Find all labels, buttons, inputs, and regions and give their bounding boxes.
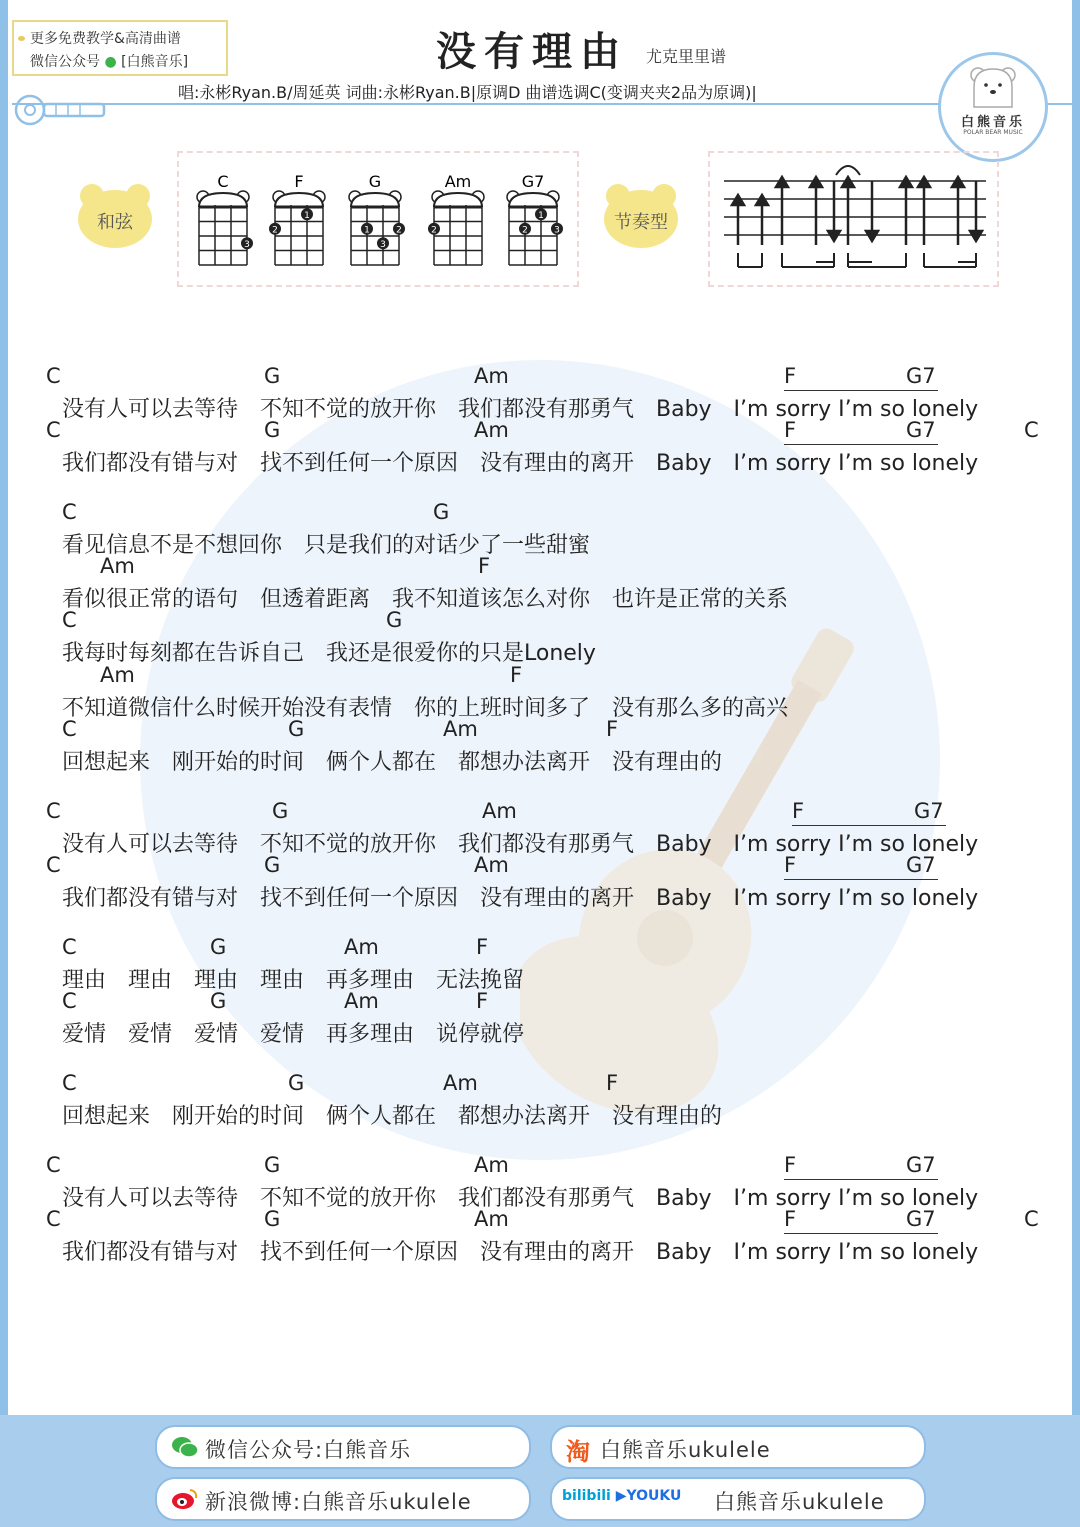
lyric-line: 回想起来 刚开始的时间 俩个人都在 都想办法离开 没有理由的 [62, 1104, 723, 1129]
lyric-line: 看见信息不是不想回你 只是我们的对话少了一些甜蜜 [62, 533, 591, 558]
chord-label: G [433, 500, 450, 524]
chord-label: G7 [906, 364, 936, 388]
svg-text:1: 1 [364, 225, 370, 236]
chord-underline [784, 1233, 938, 1234]
svg-text:2: 2 [522, 225, 528, 236]
chord-label: F [784, 418, 797, 442]
chord-label: C [46, 1153, 61, 1177]
chord-label: F [476, 935, 489, 959]
chord-label: C [1024, 1207, 1039, 1231]
background-ukulele-illustration [520, 600, 900, 1120]
chord-label: G [264, 1207, 281, 1231]
chord-underline [784, 444, 938, 445]
lyric-line: 爱情 爱情 爱情 爱情 再多理由 说停就停 [62, 1022, 525, 1047]
chord-name: C [217, 172, 229, 191]
chord-name: F [294, 172, 304, 191]
chord-label: C [62, 500, 77, 524]
chord-label: C [46, 799, 61, 823]
lyric-line: 不知道微信什么时候开始没有表情 你的上班时间多了 没有那么多的高兴 [62, 696, 789, 721]
svg-text:3: 3 [244, 239, 250, 250]
chord-label: Am [474, 1207, 509, 1231]
chord-label: F [784, 853, 797, 877]
chord-label: C [62, 989, 77, 1013]
lyric-line: 没有人可以去等待 不知不觉的放开你 我们都没有那勇气 Baby I’m sorry I’m so lonely [62, 1186, 979, 1211]
chord-label: F [792, 799, 805, 823]
chord-label: Am [474, 853, 509, 877]
chord-diagrams-panel [177, 151, 579, 287]
chord-label: F [784, 364, 797, 388]
footer-taobao-pill[interactable] [550, 1425, 926, 1469]
promo-box [12, 20, 228, 76]
weibo-icon [171, 1487, 199, 1511]
song-title: 没有理由 [436, 29, 628, 75]
chord-label: G [288, 1071, 305, 1095]
chord-label: Am [443, 717, 478, 741]
brand-logo [938, 52, 1048, 162]
chord-diagram-f [269, 172, 325, 265]
chord-label: C [62, 1071, 77, 1095]
lyric-line: 理由 理由 理由 理由 再多理由 无法挽留 [62, 968, 525, 993]
chords-badge [78, 184, 152, 248]
chord-label: Am [482, 799, 517, 823]
logo-subtitle: POLAR BEAR MUSIC [963, 129, 1023, 136]
chord-diagram-c [197, 172, 253, 265]
chord-label: G [210, 989, 227, 1013]
chord-diagram-g7 [507, 172, 563, 265]
chord-label: G7 [906, 853, 936, 877]
lyric-line: 看似很正常的语句 但透着距离 我不知道该怎么对你 也许是正常的关系 [62, 587, 789, 612]
wechat-icon [171, 1435, 199, 1459]
footer-taobao-text: 白熊音乐ukulele [600, 1438, 771, 1462]
chord-label: Am [474, 1153, 509, 1177]
chords-badge-label: 和弦 [97, 212, 133, 233]
chord-label: C [46, 418, 61, 442]
wechat-icon: ● [104, 54, 117, 70]
chord-label: F [476, 989, 489, 1013]
svg-text:3: 3 [380, 239, 386, 250]
right-frame-bar [1072, 0, 1080, 1415]
promo-line-2 [30, 51, 188, 71]
chord-diagrams [179, 153, 577, 285]
chord-label: G7 [906, 1207, 936, 1231]
chord-label: Am [443, 1071, 478, 1095]
ukulele-header-icon [12, 92, 112, 128]
chord-underline [792, 825, 946, 826]
chord-name: G [368, 172, 382, 191]
footer-wechat-pill[interactable] [155, 1425, 531, 1469]
chord-name: Am [444, 172, 472, 191]
chord-underline [784, 390, 938, 391]
chord-label: G [288, 717, 305, 741]
chord-label: G7 [906, 418, 936, 442]
header-divider [12, 103, 1072, 105]
chord-label: G [210, 935, 227, 959]
svg-text:3: 3 [554, 225, 560, 236]
arranger-label: 尤克里里谱 [646, 47, 727, 66]
footer [0, 1415, 1080, 1527]
promo-brand: [白熊音乐] [121, 54, 189, 70]
footer-video-text: 白熊音乐ukulele [714, 1490, 885, 1514]
chord-label: F [606, 1071, 619, 1095]
rhythm-pattern-panel [708, 151, 999, 287]
chord-label: C [46, 853, 61, 877]
chord-label: C [62, 717, 77, 741]
chord-label: G [272, 799, 289, 823]
lyric-line: 我们都没有错与对 找不到任何一个原因 没有理由的离开 Baby I’m sorry I’m so lonely [62, 886, 979, 911]
lyric-line: 没有人可以去等待 不知不觉的放开你 我们都没有那勇气 Baby I’m sorry I’m so lonely [62, 397, 979, 422]
chord-diagram-am [428, 172, 484, 265]
chord-diagram-g [349, 172, 405, 265]
promo-wechat-label: 微信公众号 [30, 54, 100, 70]
chord-label: C [1024, 418, 1039, 442]
chord-label: Am [344, 989, 379, 1013]
bilibili-youku-icon [562, 1488, 681, 1504]
chord-label: Am [100, 554, 135, 578]
polar-bear-icon [968, 65, 1018, 109]
chord-label: F [784, 1207, 797, 1231]
bilibili-logo: bilibili [562, 1488, 611, 1504]
chord-label: G7 [914, 799, 944, 823]
youku-logo: ▶YOUKU [615, 1488, 682, 1504]
footer-weibo-text: 新浪微博:白熊音乐ukulele [205, 1490, 472, 1514]
chord-label: G7 [906, 1153, 936, 1177]
lyric-line: 我每时每刻都在告诉自己 我还是很爱你的只是Lonely [62, 641, 596, 666]
chord-label: Am [474, 418, 509, 442]
chord-label: C [62, 935, 77, 959]
credits-line: 唱:永彬Ryan.B/周延英 词曲:永彬Ryan.B|原调D 曲谱选调C(变调夹夹2品为原调)| [178, 83, 757, 102]
chord-label: F [510, 663, 523, 687]
chord-label: C [46, 364, 61, 388]
chord-name: G7 [521, 172, 545, 191]
footer-video-pill[interactable] [550, 1477, 926, 1521]
svg-text:2: 2 [396, 225, 402, 236]
chord-label: F [478, 554, 491, 578]
chord-label: Am [474, 364, 509, 388]
taobao-icon: 淘 [566, 1438, 590, 1466]
chord-label: F [606, 717, 619, 741]
lyric-line: 没有人可以去等待 不知不觉的放开你 我们都没有那勇气 Baby I’m sorry I’m so lonely [62, 832, 979, 857]
footer-wechat-text: 微信公众号:白熊音乐 [205, 1438, 412, 1462]
chord-label: C [46, 1207, 61, 1231]
footer-weibo-pill[interactable] [155, 1477, 531, 1521]
chord-underline [784, 879, 938, 880]
bullet-dot-icon [18, 36, 25, 41]
chord-label: G [264, 418, 281, 442]
svg-text:2: 2 [431, 225, 437, 236]
rhythm-pattern-diagram [710, 153, 997, 285]
svg-text:1: 1 [538, 210, 544, 221]
lyric-line: 回想起来 刚开始的时间 俩个人都在 都想办法离开 没有理由的 [62, 750, 723, 775]
lyric-line: 我们都没有错与对 找不到任何一个原因 没有理由的离开 Baby I’m sorry I’m so lonely [62, 1240, 979, 1265]
chord-underline [784, 1179, 938, 1180]
chord-label: C [62, 608, 77, 632]
rhythm-badge-label: 节奏型 [614, 212, 668, 233]
chord-label: Am [100, 663, 135, 687]
rhythm-badge [604, 184, 678, 248]
svg-text:1: 1 [304, 210, 310, 221]
svg-text:2: 2 [272, 225, 278, 236]
chord-label: G [264, 853, 281, 877]
chord-label: G [386, 608, 403, 632]
chord-label: G [264, 1153, 281, 1177]
chord-label: G [264, 364, 281, 388]
left-frame-bar [0, 0, 8, 1415]
chord-label: Am [344, 935, 379, 959]
lyric-line: 我们都没有错与对 找不到任何一个原因 没有理由的离开 Baby I’m sorry I’m so lonely [62, 451, 979, 476]
chord-label: F [784, 1153, 797, 1177]
logo-name: 白熊音乐 [960, 115, 1025, 130]
promo-line-1: 更多免费教学&高清曲谱 [30, 31, 181, 47]
